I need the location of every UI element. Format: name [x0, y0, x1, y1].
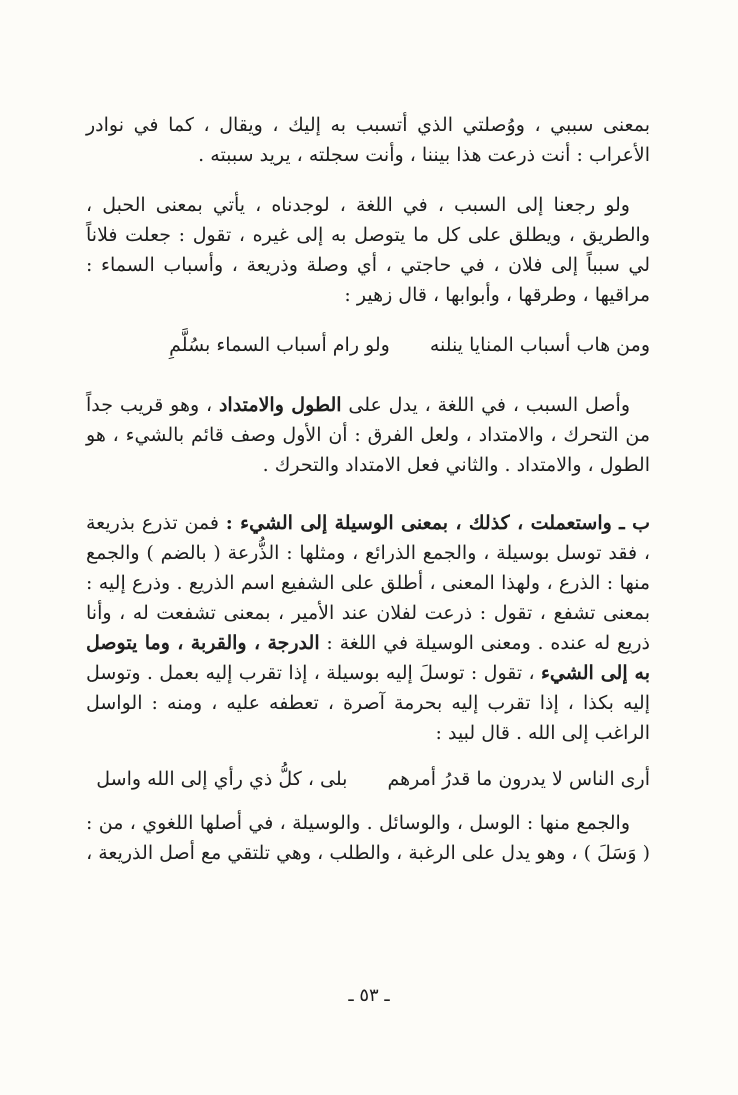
paragraph-3-text-a: وأصل السبب ، في اللغة ، يدل على: [341, 394, 630, 416]
section-b-heading: ب ـ واستعملت ، كذلك ، بمعنى الوسيلة إلى الشيء :: [225, 512, 650, 534]
paragraph-3-bold: الطول والامتداد: [218, 394, 342, 416]
verse-first-hemistich: ومن هاب أسباب المنايا ينلنه: [429, 334, 650, 356]
page-number: ـ ٥٣ ـ: [348, 985, 390, 1006]
paragraph-3-text-b: ، وهو قريب جداً من التحرك ، والامتداد ، ولعل الفرق : أن الأول وصف قائم بالشيء ، هو الطول ، والامتداد . والثاني فعل الامتداد والتحرك .: [86, 394, 650, 476]
paragraph-5: والجمع منها : الوسل ، والوسائل . والوسيلة ، في أصلها اللغوي ، من : ( وَسَلَ ) ، وهو يدل على الرغبة ، والطلب ، وهي تلتقي مع أصل الذريعة ،: [86, 812, 650, 864]
paragraph-4: [86, 508, 650, 748]
verse-second-hemistich: ولو رام أسباب السماء بسُلَّمِ: [169, 334, 390, 356]
paragraph-4-bold-definition: الدرجة ، والقربة ، وما يتوصل به إلى الشيء: [86, 632, 650, 684]
verse-first-hemistich: أرى الناس لا يدرون ما قدرُ أمرهم: [387, 768, 650, 790]
paragraph-2: ولو رجعنا إلى السبب ، في اللغة ، لوجدناه ، يأتي بمعنى الحبل ، والطريق ، ويطلق على كل ما يتوصل به إلى غيره ، تقول : جعلت فلاناً لي سبباً إلى فلان ، في حاجتي ، أي وصلة وذريعة ، وأسباب السماء : مراقيها ، وطرقها ، وأبوابها ، قال زهير :: [86, 194, 650, 306]
paragraph-1: بمعنى سببي ، ووُصلتي الذي أتسبب به إليك ، ويقال ، كما في نوادر الأعراب : أنت ذرعت هذا بيننا ، وأنت سجلته ، يريد سببته .: [86, 114, 650, 166]
verse-zuhair: [86, 330, 650, 360]
verse-labid: [86, 764, 650, 794]
verse-second-hemistich: بلى ، كلُّ ذي رأي إلى الله واسل: [96, 768, 348, 790]
paragraph-4-text-1: فمن تذرع بذريعة ، فقد توسل بوسيلة ، والجمع الذرائع ، ومثلها : الذُّرعة ( بالضم ) والجمع منها : الذرع ، ولهذا المعنى ، أطلق على الشفيع اسم الذريع . وذرع إليه : بمعنى تشفع ، تقول : ذرعت لفلان عند الأمير ، بمعنى تشفعت له ، وأنا ذريع له عنده . ومعنى الوسيلة في اللغة :: [86, 512, 650, 654]
paragraph-4-text-2: ، تقول : توسلَ إليه بوسيلة ، إذا تقرب إليه بعمل . وتوسل إليه بكذا ، إذا تقرب إليه بحرمة آصرة ، تعطفه عليه ، ومنه : الواسل الراغب إلى الله . قال لبيد :: [86, 662, 650, 744]
paragraph-3: [86, 390, 650, 480]
